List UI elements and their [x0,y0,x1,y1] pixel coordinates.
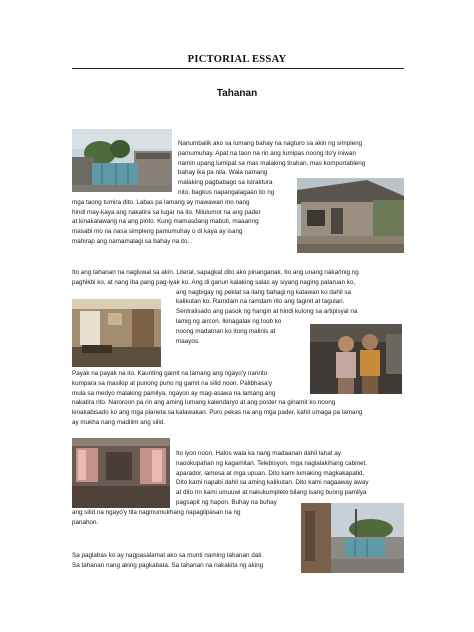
paragraph-line: nakatira rito. Naroroon pa rin ang aming lumang kalendaryo at ang poster na ginamit ko noong [72,399,336,407]
essay-label: PICTORIAL ESSAY [187,54,287,65]
header-rule [72,68,404,69]
paragraph-line: aparador, lamesa at mga upuan. Dito kami lumaking magkakapatid. [176,469,365,477]
paragraph-line: masabi mo na nasa simpleng pamumuhay o di kaya ay isang [72,228,243,236]
paragraph-line: maayos. [176,337,200,345]
paragraph-line: mahirap ang namamalagi sa bahay na ito. . [72,237,193,245]
paragraph-1 [72,139,404,247]
paragraph-line: Dito kami napabi dahil sa aming kalikutan. Dito kami nagaaway away [176,479,369,487]
paragraph-line: lamig ng aircon. Ikinagalak ng loob ko [176,317,282,325]
paragraph-line: pamumuhay. Apat na taon na rin ang lumipas noong ito'y iniwan [178,149,356,157]
paragraph-line: kumpara sa masikip at punong puno ng gamit na silid noon. Palibhasa'y [72,379,273,387]
paragraph-5 [72,551,297,571]
paragraph-4 [72,449,404,527]
essay-title: Tahanan [216,88,258,99]
paragraph-line: Ito iyon noon. Halos wala ka nang madaanan dahil lahat ay [176,450,341,457]
paragraph-line: Sa tahanan nang aking pagkabata. Sa tahanan na nakakita ng aking [72,561,264,569]
paragraph-line: at kinakalawang na ang pinto. Kung mamasdang mabuti, maaaring [72,218,259,226]
paragraph-line: paghikbi ko, at nang iba pang pag-iyak ko. Ang di ganun kalaking salas ay siyang naging palaruan ko, [72,278,356,286]
paragraph-line: Payak na payak na ito. Kaunting gamit na lamang ang ngayo'y naririto [72,370,268,377]
paragraph-line: Ito ang tahanan na nagluwal sa akin. Literal, sapagkat dito ako pinanganak. Ito ang unang nakarinig ng [72,269,359,276]
paragraph-line: pagsapit ng hapon. Buhay na buhay [176,498,277,506]
paragraph-line: hindi may-kaya ang nakatira sa lugar na ito. Nilulumot na ang pader [72,208,261,216]
paragraph-2 [72,268,404,346]
paragraph-line: Sentralisado ang pasok ng hangin at hindi kulong sa artipisyal na [176,308,358,316]
paragraph-line: malaking pagbabago sa istraktura [178,179,273,187]
paragraph-line: ay mukha nang madilim ang silid. [72,418,166,426]
paragraph-line: Nanumbalik ako sa lumang bahay na nagturo sa akin ng simpleng [178,140,363,147]
paragraph-line: naookupahan ng kagamitan. Telebisyon, mga naglalakihang cabinet, [176,459,368,467]
paragraph-line: at dito rin kami umuuwi at nakukumpleto bilang isang buong pamilya [176,489,367,497]
paragraph-line: kalikutan ko. Ramdam na ramdam rito ang taginit at tagulan. [176,298,345,306]
paragraph-line: mga taong tumira dito. Labas pa lamang ay mawawari mo nang [72,198,250,206]
paragraph-line: kinakabisado ko ang mga planeta sa kalawakan. Puro pekas na ang mga pader, kahit umaga pa lamang [72,409,363,417]
paragraph-3 [72,369,404,428]
paragraph-line: namin upang lumipat sa mas malaking tirahan, mas komportableng [178,159,366,167]
paragraph-line: panahon. [72,518,99,526]
paragraph-line: noong madatnan ko itong malinis at [176,327,276,335]
paragraph-line: nito, bagkus napangalagaan ito ng [178,188,275,196]
paragraph-line: Sa paglabas ko ay nagpasalamat ako sa munti naming tahanan dati. [72,552,264,559]
paragraph-line: mula sa medyo malaking pamilya, ngayon ay mag-asawa na lamang ang [72,389,276,397]
paragraph-line: ang nagbigay ng peklat sa ilang bahagi ng katawan ko dahil sa [176,288,352,296]
paragraph-line: ang silid na ngayo'y tila nagmumukhang napaglipasan na ng [72,508,241,516]
paragraph-line: bahay ika pa nila. Wala namang [178,169,268,177]
